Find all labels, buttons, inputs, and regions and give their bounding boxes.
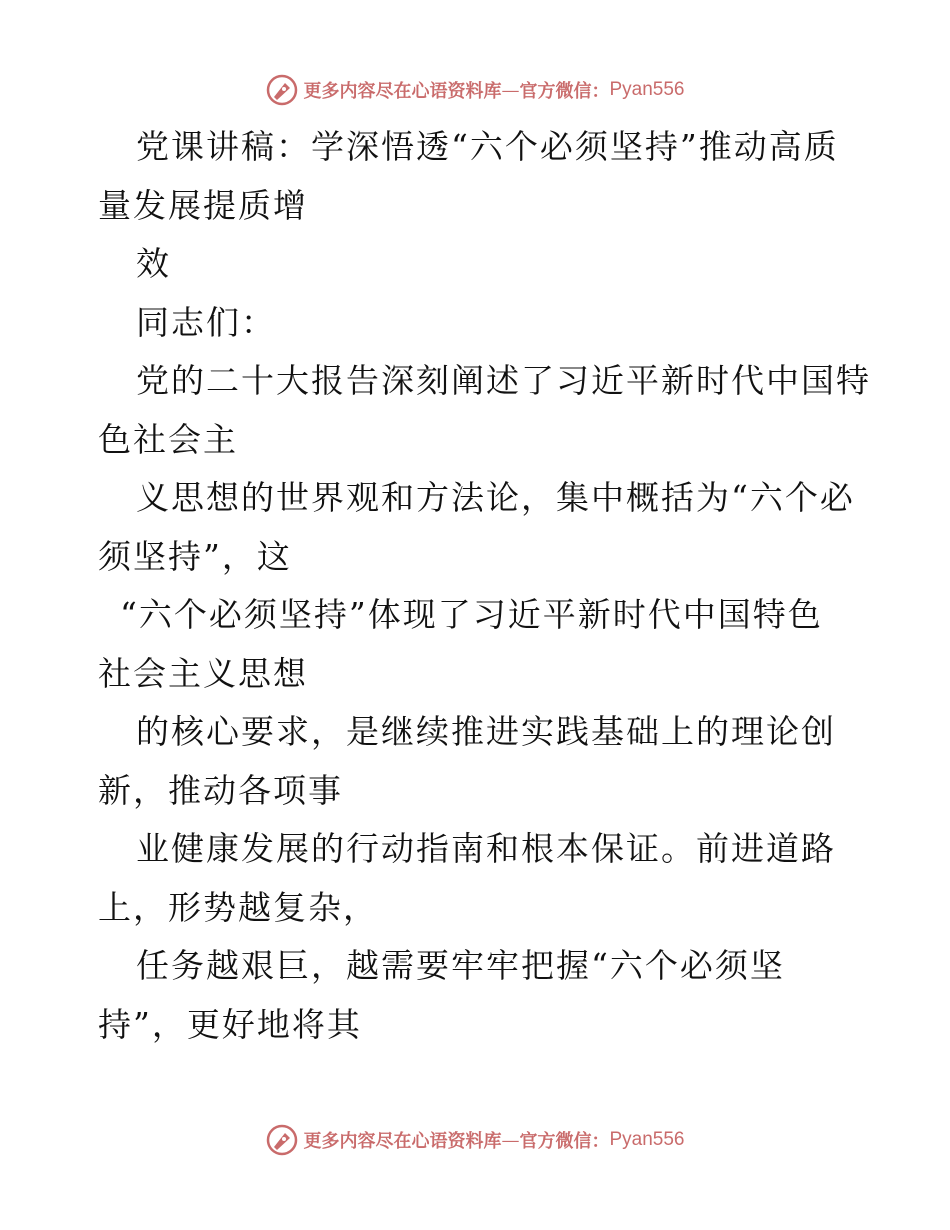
paragraph-line: 义思想的世界观和方法论，集中概括为“六个必 <box>136 478 855 517</box>
salutation: 同志们： <box>136 302 276 342</box>
paragraph-line: 上，形势越复杂， <box>98 887 378 927</box>
watermark-wechat-id: Pyan556 <box>609 79 685 100</box>
paragraph-line: 任务越艰巨，越需要牢牢把握“六个必须坚 <box>136 946 785 985</box>
watermark-label: 官方微信： <box>519 81 610 102</box>
watermark-wechat-id: Pyan556 <box>609 1129 685 1150</box>
watermark-brand: 更多内容尽在心语资料库 <box>303 1131 502 1152</box>
pen-nib-logo-icon <box>265 73 299 107</box>
paragraph-line: 持”，更好地将其 <box>98 1004 362 1044</box>
watermark-brand: 更多内容尽在心语资料库 <box>303 81 502 102</box>
paragraph-line: 色社会主 <box>98 419 238 459</box>
header-watermark <box>0 70 950 110</box>
pen-nib-logo-icon <box>265 1123 299 1157</box>
paragraph-line: 须坚持”，这 <box>98 536 292 576</box>
paragraph-line: 社会主义思想 <box>98 653 308 693</box>
title-line-1: 党课讲稿：学深悟透“六个必须坚持”推动高质 <box>136 127 839 166</box>
watermark-separator: — <box>501 1129 520 1151</box>
document-body <box>98 118 871 1054</box>
title-line-3: 效 <box>136 244 171 283</box>
paragraph-line: 业健康发展的行动指南和根本保证。前进道路 <box>136 829 836 868</box>
watermark-separator: — <box>501 79 520 101</box>
watermark-label: 官方微信： <box>519 1131 610 1152</box>
paragraph-line: 党的二十大报告深刻阐述了习近平新时代中国特 <box>136 361 871 400</box>
paragraph-line: 新，推动各项事 <box>98 770 343 810</box>
title-line-2: 量发展提质增 <box>98 185 308 225</box>
paragraph-line: “六个必须坚持”体现了习近平新时代中国特色 <box>120 595 823 634</box>
footer-watermark <box>0 1120 950 1160</box>
paragraph-line: 的核心要求，是继续推进实践基础上的理论创 <box>136 712 836 751</box>
